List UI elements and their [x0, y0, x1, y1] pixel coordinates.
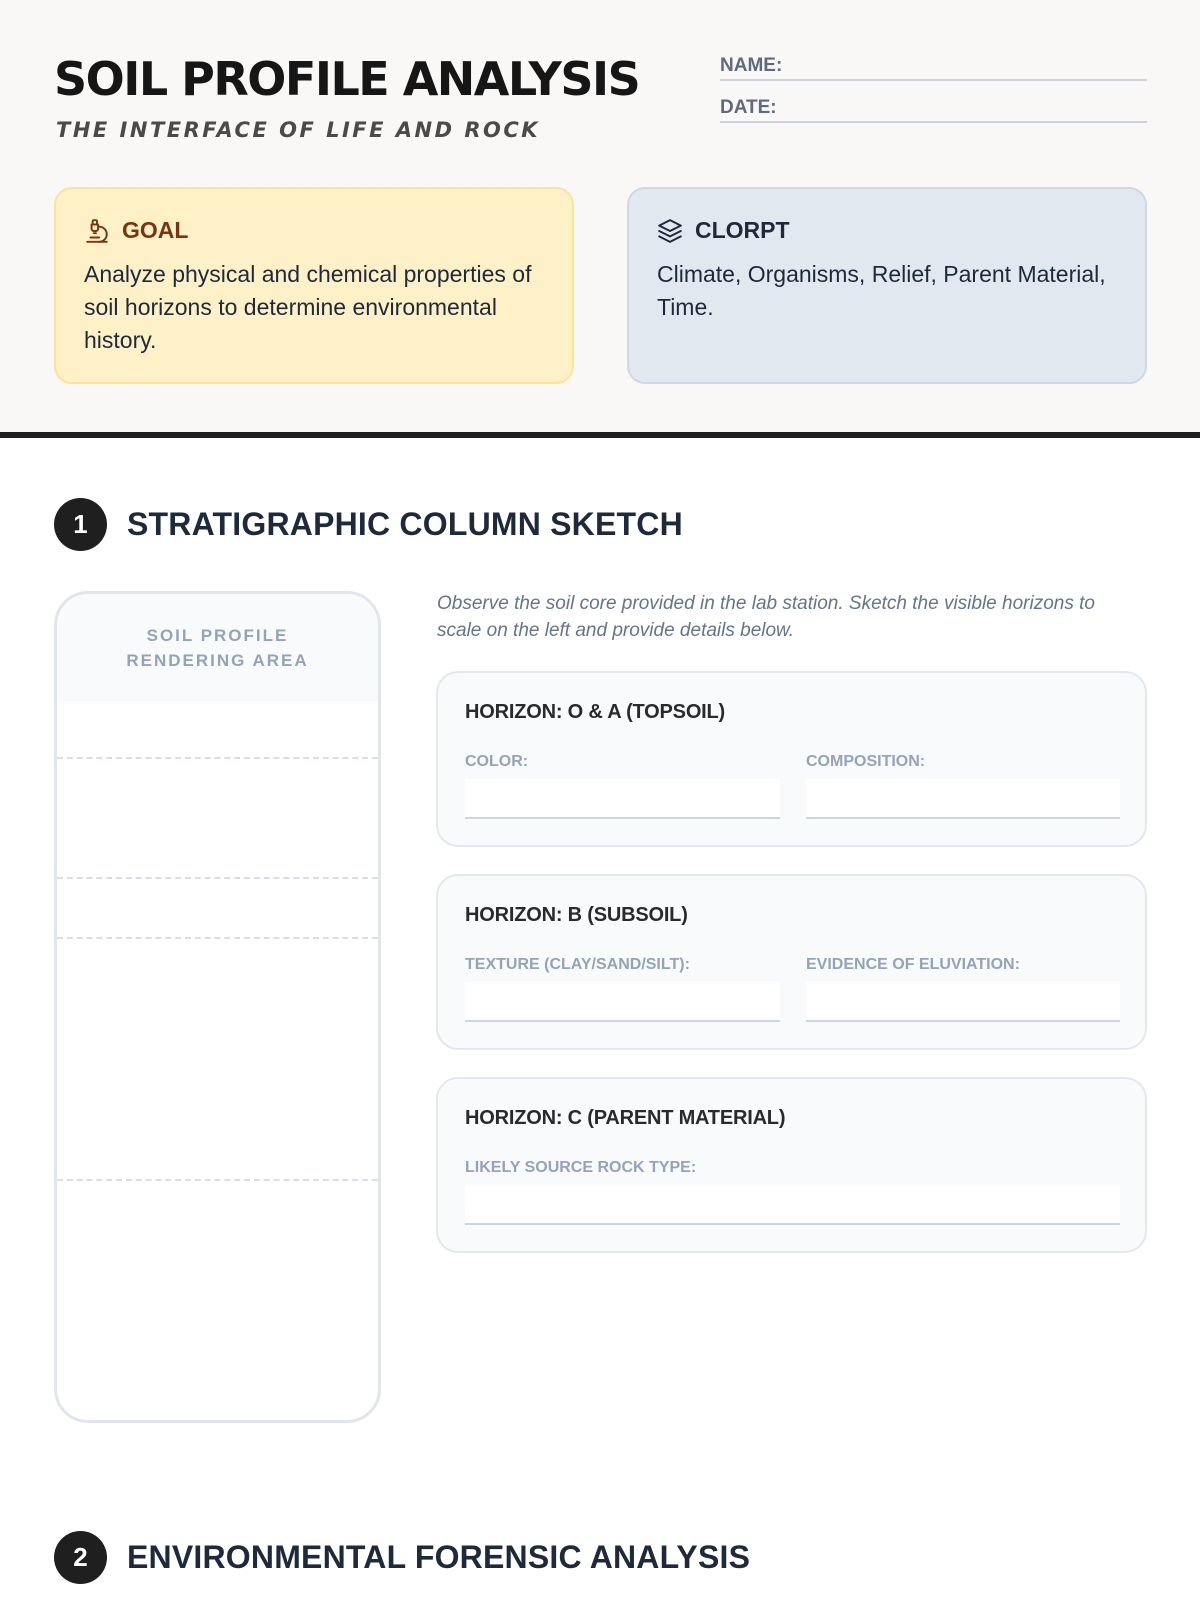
- section-title: STRATIGRAPHIC COLUMN SKETCH: [127, 506, 683, 542]
- horizon-card-parent-material: [436, 1077, 1147, 1253]
- layers-icon: [657, 218, 683, 244]
- section-1-heading: [54, 498, 683, 551]
- horizon-divider: [57, 1179, 378, 1181]
- section-2-heading: [54, 1531, 750, 1584]
- horizon-title: HORIZON: B (SUBSOIL): [465, 904, 688, 926]
- goal-text: Analyze physical and chemical properties of soil horizons to determine environmental history.: [84, 261, 532, 353]
- section-number-badge: 2: [54, 1531, 107, 1584]
- goal-heading-text: GOAL: [122, 217, 189, 243]
- composition-input[interactable]: [806, 779, 1120, 819]
- horizon-card-subsoil: [436, 874, 1147, 1050]
- color-input[interactable]: [465, 779, 780, 819]
- source-rock-label: LIKELY SOURCE ROCK TYPE:: [465, 1159, 697, 1176]
- texture-input[interactable]: [465, 982, 780, 1022]
- goal-card: [54, 187, 574, 384]
- clorpt-heading: [657, 217, 1117, 244]
- color-label: COLOR:: [465, 753, 529, 770]
- soil-profile-sketch-area[interactable]: [54, 591, 381, 1423]
- sketch-instructions: Observe the soil core provided in the lab station. Sketch the visible horizons to scale on the left and provide details below.: [437, 593, 1095, 641]
- sketch-area-label: SOIL PROFILE RENDERING AREA: [57, 594, 378, 702]
- horizon-card-topsoil: [436, 671, 1147, 847]
- eluviation-input[interactable]: [806, 982, 1120, 1022]
- clorpt-text: Climate, Organisms, Relief, Parent Material, Time.: [657, 261, 1106, 320]
- clorpt-heading-text: CLORPT: [695, 217, 790, 243]
- horizon-divider: [57, 877, 378, 879]
- worksheet-header: [0, 0, 1200, 438]
- microscope-icon: [84, 218, 110, 244]
- horizon-divider: [57, 757, 378, 759]
- goal-heading: [84, 217, 544, 244]
- name-field[interactable]: [720, 55, 1147, 81]
- section-title: ENVIRONMENTAL FORENSIC ANALYSIS: [127, 1539, 751, 1575]
- date-label: DATE:: [720, 97, 777, 118]
- eluviation-label: EVIDENCE OF ELUVIATION:: [806, 956, 1020, 973]
- horizon-title: HORIZON: O & A (TOPSOIL): [465, 701, 726, 723]
- page-title: SOIL PROFILE ANALYSIS: [54, 52, 640, 106]
- horizon-title: HORIZON: C (PARENT MATERIAL): [465, 1107, 786, 1129]
- section-number-badge: 1: [54, 498, 107, 551]
- page-subtitle: THE INTERFACE OF LIFE AND ROCK: [56, 118, 541, 142]
- composition-label: COMPOSITION:: [806, 753, 926, 770]
- clorpt-card: [627, 187, 1147, 384]
- horizon-divider: [57, 937, 378, 939]
- name-label: NAME:: [720, 55, 783, 76]
- texture-label: TEXTURE (CLAY/SAND/SILT):: [465, 956, 690, 973]
- source-rock-input[interactable]: [465, 1185, 1120, 1225]
- date-field[interactable]: [720, 97, 1147, 123]
